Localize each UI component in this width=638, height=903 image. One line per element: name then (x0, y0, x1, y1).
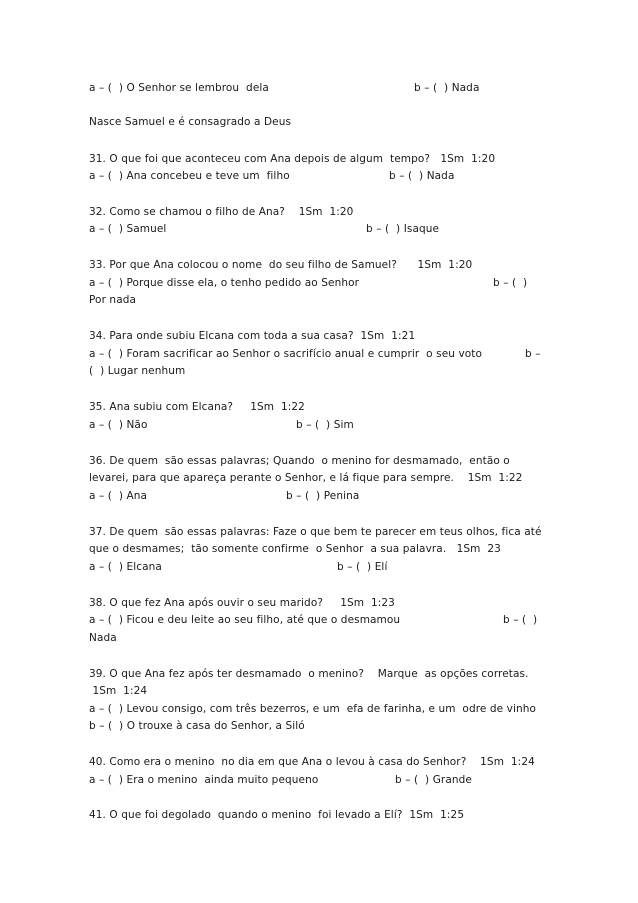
option-a: a – ( ) Porque disse ela, o tenho pedido ao Senhor (89, 277, 360, 289)
section-heading: Nasce Samuel e é consagrado a Deus (89, 116, 292, 128)
option-b: b – ( ) (503, 614, 538, 626)
option-b: b – ( ) O trouxe à casa do Senhor, a Siló (89, 720, 305, 732)
option-a: a – ( ) Era o menino ainda muito pequeno (89, 774, 319, 786)
option-a: a – ( ) Não (89, 419, 148, 431)
line-answer-options (89, 81, 480, 95)
line-answer-options (89, 773, 472, 787)
line-answer-options (89, 560, 388, 574)
question-40: 40. Como era o menino no dia em que Ana o levou à casa do Senhor? 1Sm 1:24 (89, 756, 535, 768)
option-a: a – ( ) Samuel (89, 223, 167, 235)
line-answer-options (89, 489, 360, 503)
line-answer-options (89, 222, 440, 236)
question-38: 38. O que fez Ana após ouvir o seu marido? 1Sm 1:23 (89, 597, 395, 609)
question-31: 31. O que foi que aconteceu com Ana depois de algum tempo? 1Sm 1:20 (89, 153, 496, 165)
question-34: 34. Para onde subiu Elcana com toda a sua casa? 1Sm 1:21 (89, 330, 416, 342)
option-b-continued: Nada (89, 632, 117, 644)
question-36: 36. De quem são essas palavras; Quando o menino for desmamado, então o (89, 455, 510, 467)
option-b: b – ( ) Grande (395, 774, 472, 786)
line-answer-options (89, 613, 538, 627)
option-b: b – (525, 348, 541, 360)
line-answer-options (89, 169, 455, 183)
option-a: a – ( ) Ficou e deu leite ao seu filho, até que o desmamou (89, 614, 401, 626)
question-39-reference: 1Sm 1:24 (89, 685, 148, 697)
question-36-continued: levarei, para que apareça perante o Senhor, e lá fique para sempre. 1Sm 1:22 (89, 472, 523, 484)
option-b: b – ( ) Isaque (366, 223, 440, 235)
question-32: 32. Como se chamou o filho de Ana? 1Sm 1:20 (89, 206, 354, 218)
question-37-continued: que o desmames; tão somente confirme o Senhor a sua palavra. 1Sm 23 (89, 543, 501, 555)
option-b: b – ( ) Elí (337, 561, 388, 573)
question-37: 37. De quem são essas palavras: Faze o que bem te parecer em teus olhos, fica até (89, 526, 542, 538)
option-b: b – ( ) Penina (286, 490, 360, 502)
option-a: a – ( ) Levou consigo, com três bezerros, e um efa de farinha, e um odre de vinho (89, 703, 537, 715)
line-answer-options (89, 418, 354, 432)
option-b-continued: ( ) Lugar nenhum (89, 365, 186, 377)
line-answer-options (89, 347, 541, 361)
question-35: 35. Ana subiu com Elcana? 1Sm 1:22 (89, 401, 305, 413)
option-a: a – ( ) Ana (89, 490, 148, 502)
option-b: b – ( ) Sim (296, 419, 354, 431)
option-b-continued: Por nada (89, 294, 137, 306)
option-b: b – ( ) Nada (389, 170, 455, 182)
option-b: b – ( ) Nada (414, 82, 480, 94)
option-a: a – ( ) Elcana (89, 561, 162, 573)
option-a: a – ( ) O Senhor se lembrou dela (89, 82, 269, 94)
option-a: a – ( ) Foram sacrificar ao Senhor o sacrifício anual e cumprir o seu voto (89, 348, 483, 360)
question-39: 39. O que Ana fez após ter desmamado o menino? Marque as opções corretas. (89, 668, 529, 680)
line-answer-options (89, 276, 528, 290)
option-b: b – ( ) (493, 277, 528, 289)
question-33: 33. Por que Ana colocou o nome do seu filho de Samuel? 1Sm 1:20 (89, 259, 473, 271)
option-a: a – ( ) Ana concebeu e teve um filho (89, 170, 290, 182)
question-41: 41. O que foi degolado quando o menino foi levado a Elí? 1Sm 1:25 (89, 809, 465, 821)
